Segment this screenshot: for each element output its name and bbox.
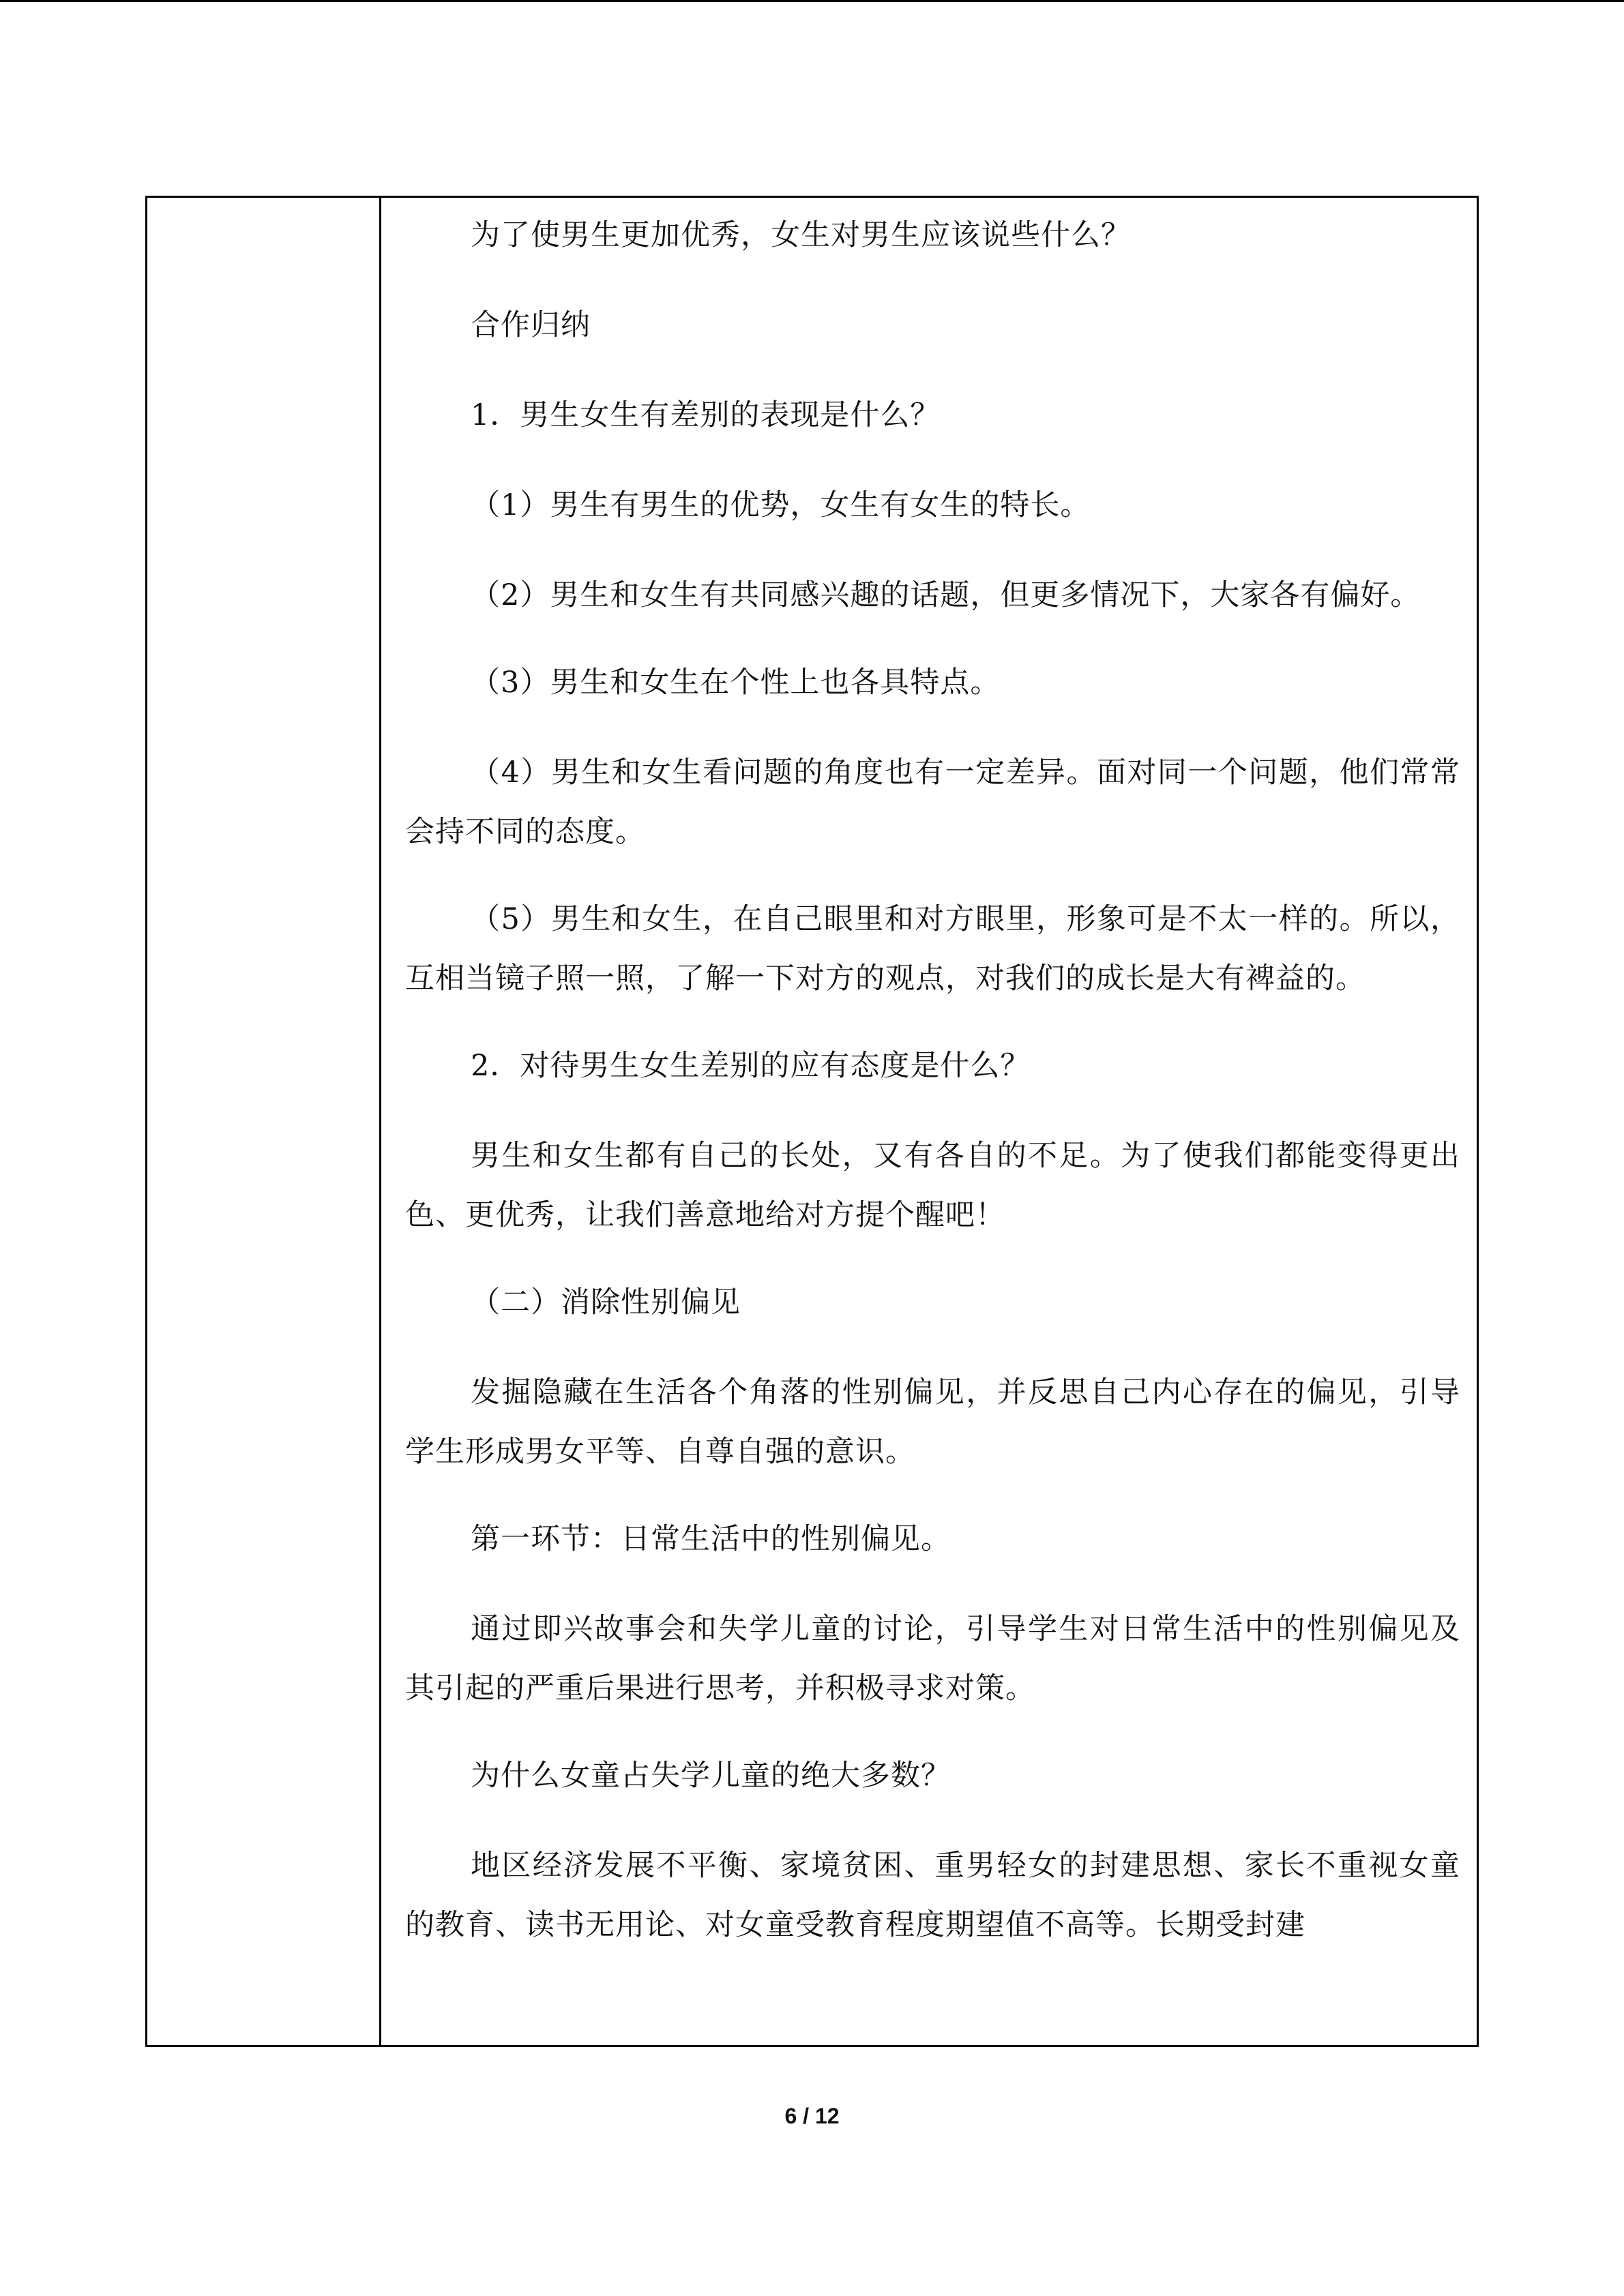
paragraph-point-1: （1）男生有男生的优势，女生有女生的特长。 xyxy=(471,488,1091,522)
paragraph-cooperative-summary: 合作归纳 xyxy=(471,308,591,342)
paragraph-dropout-question: 为什么女童占失学儿童的绝大多数？ xyxy=(471,1759,951,1793)
paragraph-heading-attitude: 2．对待男生女生差别的应有态度是什么？ xyxy=(471,1049,1031,1083)
table-content-cell xyxy=(381,198,1477,2045)
paragraph-section-eliminate-bias: （二）消除性别偏见 xyxy=(471,1285,741,1320)
paragraph-question-boys: 为了使男生更加优秀，女生对男生应该说些什么？ xyxy=(471,218,1131,252)
paragraph-dropout-answer: 地区经济发展不平衡、家境贫困、重男轻女的封建思想、家长不重视女童的教育、读书无用论、对女童受教育程度期望值不高等。长期受封建 xyxy=(405,1849,1460,1942)
paragraph-stage-one-method: 通过即兴故事会和失学儿童的讨论，引导学生对日常生活中的性别偏见及其引起的严重后果进行思考，并积极寻求对策。 xyxy=(405,1612,1460,1705)
table-left-cell xyxy=(147,198,381,2045)
lesson-plan-table xyxy=(145,196,1479,2047)
paragraph-point-2: （2）男生和女生有共同感兴趣的话题，但更多情况下，大家各有偏好。 xyxy=(471,578,1421,612)
paragraph-point-3: （3）男生和女生在个性上也各具特点。 xyxy=(471,666,1001,700)
paragraph-attitude-answer: 男生和女生都有自己的长处，又有各自的不足。为了使我们都能变得更出色、更优秀，让我们善意地给对方提个醒吧！ xyxy=(405,1139,1460,1232)
paragraph-heading-differences: 1．男生女生有差别的表现是什么？ xyxy=(471,398,941,432)
paragraph-stage-one: 第一环节：日常生活中的性别偏见。 xyxy=(471,1522,951,1556)
top-border-line xyxy=(0,0,1624,2)
paragraph-point-5: （5）男生和女生，在自己眼里和对方眼里，形象可是不太一样的。所以，互相当镜子照一照，了解一下对方的观点，对我们的成长是大有裨益的。 xyxy=(405,902,1460,996)
paragraph-point-4: （4）男生和女生看问题的角度也有一定差异。面对同一个问题，他们常常会持不同的态度。 xyxy=(405,756,1460,849)
paragraph-bias-goal: 发掘隐藏在生活各个角落的性别偏见，并反思自己内心存在的偏见，引导学生形成男女平等、自尊自强的意识。 xyxy=(405,1375,1460,1469)
page-number: 6 / 12 xyxy=(784,2104,840,2128)
